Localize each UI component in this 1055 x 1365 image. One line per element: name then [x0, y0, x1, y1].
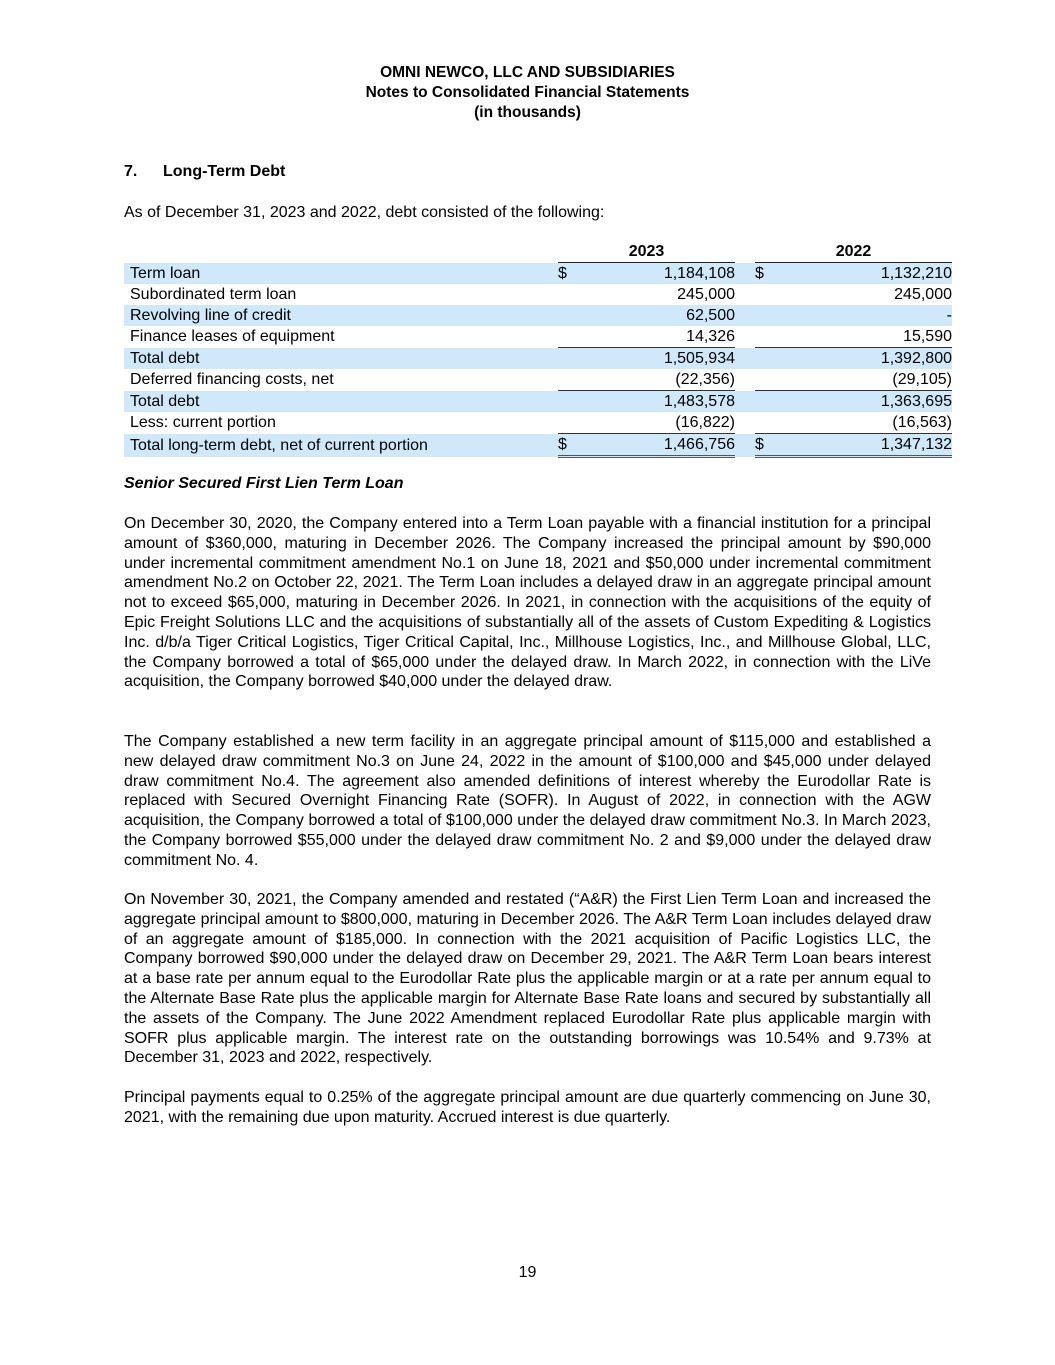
row-label: Total debt	[124, 348, 534, 370]
debt-table	[124, 240, 952, 458]
value-2022: 1,132,210	[775, 263, 952, 285]
value-2022: 1,392,800	[775, 348, 952, 370]
table-row	[124, 284, 952, 305]
paragraph-term-loan: On December 30, 2020, the Company entered into a Term Loan payable with a financial institution for a principal amount of $360,000, maturing in December 2026. The Company increased the principal amount by $90,000 under incremental commitment amendment No.1 on June 18, 2021 and $50,000 under incremental commitment amendment No.2 on October 22, 2021. The Term Loan includes a delayed draw in an aggregate principal amount not to exceed $65,000, maturing in December 2026. In 2021, in connection with the acquisitions of the equity of Epic Freight Solutions LLC and the acquisitions of substantially all of the assets of Custom Expediting & Logistics Inc. d/b/a Tiger Critical Logistics, Tiger Critical Capital, Inc., Millhouse Logistics, Inc., and Millhouse Global, LLC, the Company borrowed a total of $65,000 under the delayed draw. In March 2022, in connection with the LiVe acquisition, the Company borrowed $40,000 under the delayed draw.	[124, 515, 931, 691]
paragraph-principal-payments: Principal payments equal to 0.25% of the aggregate principal amount are due quarterly commencing on June 30, 2021, with the remaining due upon maturity. Accrued interest is due quarterly.	[124, 1089, 931, 1126]
statement-subtitle: Notes to Consolidated Financial Statements	[365, 84, 690, 101]
section-title	[124, 162, 285, 182]
value-2022: (16,563)	[775, 412, 952, 434]
value-2023: 1,505,934	[578, 348, 735, 370]
row-label: Subordinated term loan	[130, 286, 297, 303]
currency-symbol: $	[755, 434, 775, 457]
table-row	[124, 412, 952, 434]
table-row	[124, 326, 952, 348]
table-row	[124, 369, 952, 391]
row-label: Term loan	[124, 263, 534, 285]
row-label: Total debt	[124, 391, 534, 413]
value-2022: (29,105)	[775, 369, 952, 391]
units-note: (in thousands)	[474, 104, 581, 121]
row-label: Total long-term debt, net of current portion	[124, 434, 534, 457]
value-2022: -	[775, 305, 952, 326]
currency-symbol: $	[755, 263, 775, 285]
row-label: Less: current portion	[130, 414, 276, 432]
value-2022: 15,590	[775, 326, 952, 348]
table-row-subtotal	[124, 391, 952, 413]
subsection-heading: Senior Secured First Lien Term Loan	[124, 475, 404, 492]
row-label: Deferred financing costs, net	[130, 371, 334, 389]
table-row	[124, 263, 952, 285]
value-2023: 1,184,108	[578, 263, 735, 285]
table-row	[124, 305, 952, 326]
value-2023: 1,483,578	[578, 391, 735, 413]
document-header	[0, 63, 1055, 123]
section-title-text: Long-Term Debt	[163, 163, 286, 180]
value-2022: 245,000	[894, 286, 952, 303]
column-header-2023: 2023	[558, 240, 735, 263]
value-2023: 14,326	[578, 326, 735, 348]
column-header-2022: 2022	[755, 240, 952, 263]
company-name: OMNI NEWCO, LLC AND SUBSIDIARIES	[380, 64, 675, 81]
row-label: Revolving line of credit	[124, 305, 534, 326]
value-2022: 1,347,132	[775, 434, 952, 457]
value-2023: (22,356)	[578, 369, 735, 391]
paragraph-amended-restated: On November 30, 2021, the Company amended and restated (“A&R) the First Lien Term Loan and increased the aggregate principal amount to $800,000, maturing in December 2026. The A&R Term Loan includes delayed draw of an aggregate amount of $185,000. In connection with the 2021 acquisition of Pacific Logistics LLC, the Company borrowed $90,000 under the delayed draw on December 29, 2021. The A&R Term Loan bears interest at a base rate per annum equal to the Eurodollar Rate plus the applicable margin or at a rate per annum equal to the Alternate Base Rate plus the applicable margin for Alternate Base Rate loans and secured by substantially all the assets of the Company. The June 2022 Amendment replaced Eurodollar Rate plus applicable margin with SOFR plus applicable margin. The interest rate on the outstanding borrowings was 10.54% and 9.73% at December 31, 2023 and 2022, respectively.	[124, 891, 931, 1067]
table-row-total	[124, 434, 952, 457]
value-2022: 1,363,695	[775, 391, 952, 413]
value-2023: 1,466,756	[578, 434, 735, 457]
currency-symbol: $	[558, 263, 578, 285]
table-header-row	[124, 240, 952, 263]
table-row-subtotal	[124, 348, 952, 370]
value-2023: 245,000	[677, 286, 735, 303]
currency-symbol: $	[558, 434, 578, 457]
value-2023: 62,500	[578, 305, 735, 326]
row-label: Finance leases of equipment	[130, 328, 335, 346]
intro-text: As of December 31, 2023 and 2022, debt consisted of the following:	[124, 204, 605, 221]
page-number: 19	[518, 1264, 537, 1281]
paragraph-new-term-facility: The Company established a new term facility in an aggregate principal amount of $115,000 and established a new delayed draw commitment No.3 on June 24, 2022 in the amount of $100,000 and $45,000 under delayed draw commitment No.4. The agreement also amended definitions of interest whereby the Eurodollar Rate is replaced with Secured Overnight Financing Rate (SOFR). In August of 2022, in connection with the AGW acquisition, the Company borrowed a total of $100,000 under the delayed draw commitment No.3. In March 2023, the Company borrowed $55,000 under the delayed draw commitment No. 2 and $9,000 under the delayed draw commitment No. 4.	[124, 733, 931, 869]
section-number: 7.	[124, 163, 138, 180]
value-2023: (16,822)	[578, 412, 735, 434]
